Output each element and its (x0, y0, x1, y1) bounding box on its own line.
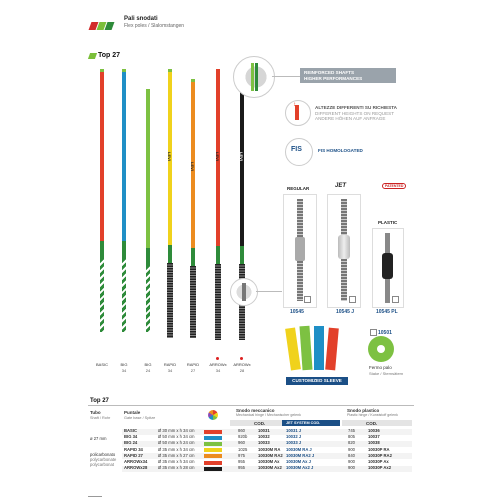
cell-w2: 745 (348, 428, 355, 433)
cell-c2: 10030P Ax (368, 459, 389, 464)
code-regular: 10545 (290, 309, 304, 315)
pole-name: ARROWx (209, 362, 227, 367)
tubo-text: ø 27 mm (90, 436, 107, 441)
joint-label-regular: REGULAR (287, 186, 310, 191)
pole-sleeve (146, 248, 150, 266)
col-cod: COD. (254, 421, 266, 426)
code-plastic: 10545 PL (376, 309, 398, 315)
new-badge-icon (240, 357, 243, 360)
cell-jet: 10030M Ax2 J (286, 465, 314, 471)
cell-w2: 840 (348, 452, 355, 458)
height-arrows-icon: ↕ (285, 100, 311, 126)
cell-model: BIG 24 (124, 440, 138, 446)
cell-w1: 1025 (238, 446, 248, 452)
pole-shaft (122, 72, 126, 241)
feature-band (300, 68, 396, 83)
cell-model: RAPID 34 (124, 446, 143, 452)
cell-model: ARROWx34 (124, 459, 148, 464)
cell-w1: 860 (238, 428, 245, 433)
cell-c2: 10030P Ax2 (368, 465, 392, 471)
joint-label-jet: JET (335, 183, 347, 189)
page-title: Pali snodati (124, 16, 158, 22)
code-jet: 10545 J (336, 309, 355, 315)
color-wheel-icon (208, 410, 218, 420)
cell-jet: 10030M RA J (286, 446, 312, 452)
feature-divider (272, 76, 300, 77)
pole-shaft (100, 72, 104, 241)
pole-sleeve (168, 245, 172, 263)
cell-c2: 10030P RA (368, 446, 390, 452)
pole-base (146, 266, 150, 332)
col-tubo: Tubo (90, 410, 101, 415)
color-swatch (204, 436, 222, 440)
cap-code: 10501 (378, 330, 392, 336)
pole-sleeve (122, 241, 126, 259)
pole-name: ARROWx (233, 362, 251, 367)
jet-joint-image (327, 194, 361, 308)
pole-brand-text: LEVI (190, 162, 195, 171)
pole-brand-text: LEVI (215, 152, 220, 161)
color-swatch (204, 467, 222, 471)
cell-w2: 900 (348, 446, 355, 452)
cell-model: ARROWx28 (124, 465, 148, 471)
col-snodo-meccanico: Snodo meccanico (236, 408, 275, 413)
cell-c1: 10030M Ax (258, 459, 280, 464)
cell-model: BIG 34 (124, 434, 138, 440)
tubo-text: polycarbonat (90, 462, 114, 467)
col-snodo-plastico: Snodo plastico (347, 408, 380, 413)
feature-subtitle: DIFFERENT HEIGHTS ON REQUEST (315, 110, 395, 116)
col-snodo-meccanico-sub: Mechanical hinge / Mechanischer gelenk (236, 413, 301, 417)
pole-sleeve (240, 246, 244, 264)
cap-name: Fermo palo (369, 365, 392, 370)
new-badge-icon (216, 357, 219, 360)
section-title: Top 27 (98, 52, 121, 59)
feature-title: FIS HOMOLOGATED (318, 148, 363, 153)
pole-base (167, 263, 173, 338)
pole-name: BASIC (95, 362, 108, 367)
cell-w2: 900 (348, 465, 355, 471)
joint-detail-icon (230, 278, 258, 306)
page-subtitle: Flex poles / Slalomstangen (124, 23, 185, 29)
feature-extra: ANDERE HÖHEN AUF ANFRAGE (315, 116, 386, 122)
cell-c2: 10030P RA2 (368, 452, 392, 458)
fis-approved-icon: FIS (285, 138, 313, 166)
cell-dim: Ø 50 mm x h 34 cm (158, 434, 195, 440)
tubo-text: policarbonato (90, 452, 116, 457)
cell-jet: 10033 J (286, 440, 302, 446)
pole-base (215, 264, 221, 340)
cell-w2: 805 (348, 434, 355, 440)
cell-c2: 10036 (368, 428, 380, 433)
col-puntale-sub: Gate base / Spitze (124, 416, 156, 420)
feature-title: REINFORCED SHAFTS (304, 70, 355, 75)
col-snodo-plastico-sub: Plastic hinge / Kunststoff gelenk (347, 413, 398, 417)
pole-size: 34 (167, 368, 173, 373)
patented-badge: PATENTED (382, 183, 406, 189)
corner-marker (349, 296, 356, 303)
color-swatch (204, 454, 222, 458)
cell-dim: Ø 35 mm x h 28 cm (158, 465, 195, 471)
pole-brand-text: LEVI (239, 152, 244, 161)
col-jet: JET SYSTEM COD. (286, 421, 321, 425)
color-swatch (204, 448, 222, 452)
col-puntale: Puntale (124, 410, 141, 415)
cell-w1: 975 (238, 452, 245, 458)
cell-jet: 10030M Ax J (286, 459, 311, 464)
pole-size: 24 (145, 368, 151, 373)
table-title: Top 27 (90, 398, 109, 404)
cell-w2: 900 (348, 459, 355, 464)
cell-model: BASIC (124, 428, 138, 433)
pole-base (190, 266, 196, 338)
cell-dim: Ø 50 mm x h 24 cm (158, 440, 195, 446)
cell-dim: Ø 35 mm x h 34 cm (158, 446, 195, 452)
cell-dim: Ø 30 mm x h 34 cm (158, 428, 195, 433)
pole-sleeve (100, 241, 104, 259)
col-cod2: COD. (366, 421, 378, 426)
cell-w1: 920b (238, 434, 248, 440)
pole-shaft (146, 92, 150, 248)
cell-model: RAPID 27 (124, 452, 143, 458)
reinforced-shaft-icon (233, 56, 275, 98)
cell-c1: 10032 (258, 434, 270, 440)
pole-base (122, 259, 126, 332)
feature-subtitle: HIGHER PERFORMANCES (304, 75, 363, 81)
corner-marker (370, 329, 377, 336)
corner-marker (304, 296, 311, 303)
regular-joint-image (283, 194, 317, 308)
pole-size: 34 (121, 368, 127, 373)
cell-w1: 960 (238, 440, 245, 446)
pole-sleeve (216, 246, 220, 264)
cell-c1: 10030M RA2 (258, 452, 283, 458)
brand-logo (90, 17, 118, 25)
cell-w2: 820 (348, 440, 355, 446)
customized-sleeve-label: CUSTOMIZED SLEEVE (286, 377, 348, 385)
cell-c1: 10030M Ax2 (258, 465, 282, 471)
cell-c1: 10033 (258, 440, 270, 446)
cell-c1: 10031 (258, 428, 270, 433)
cell-dim: Ø 35 mm x h 27 cm (158, 452, 195, 458)
joint-label-plastic: PLASTIC (378, 220, 398, 225)
pole-brand-text: LEVI (167, 152, 172, 161)
col-tubo-sub: Shaft / Rohr (90, 416, 111, 420)
pole-size: 28 (239, 368, 245, 373)
pole-size: 27 (190, 368, 196, 373)
cell-c2: 10038 (368, 440, 380, 446)
cell-jet: 10031 J (286, 428, 302, 433)
pole-name: RAPID (163, 362, 177, 367)
pole-sleeve (191, 248, 195, 266)
cell-c2: 10037 (368, 434, 380, 440)
color-swatch (204, 461, 222, 465)
tubo-text: polycarbonate (90, 457, 117, 462)
pole-size: 34 (215, 368, 221, 373)
feature-text (315, 105, 397, 122)
pole-base (100, 259, 104, 332)
cell-w1: 955 (238, 459, 245, 464)
table-divider (88, 405, 414, 406)
cell-dim: Ø 35 mm x h 34 cm (158, 459, 195, 464)
feature-title: ALTEZZE DIFFERENTI SU RICHIESTA (315, 105, 398, 110)
pole-name: BIG (120, 362, 128, 367)
footer-mark (88, 496, 102, 497)
cell-jet: 10032 J (286, 434, 302, 440)
pole-name: BIG (144, 362, 152, 367)
color-swatch (204, 442, 222, 446)
corner-marker (392, 296, 399, 303)
cell-c1: 10030M RA (258, 446, 281, 452)
joint-detail-line (256, 291, 282, 292)
customized-sleeve-image (284, 322, 344, 370)
plastic-joint-image (372, 228, 404, 308)
stake-holder-image (368, 336, 394, 362)
section-marker-icon (88, 53, 97, 59)
cell-jet: 10030M RA2 J (286, 452, 315, 458)
pole-name: RAPID (186, 362, 200, 367)
color-swatch (204, 430, 222, 434)
cell-w1: 955 (238, 465, 245, 471)
cap-subtitle: Stake / Sternsätern (369, 371, 404, 376)
